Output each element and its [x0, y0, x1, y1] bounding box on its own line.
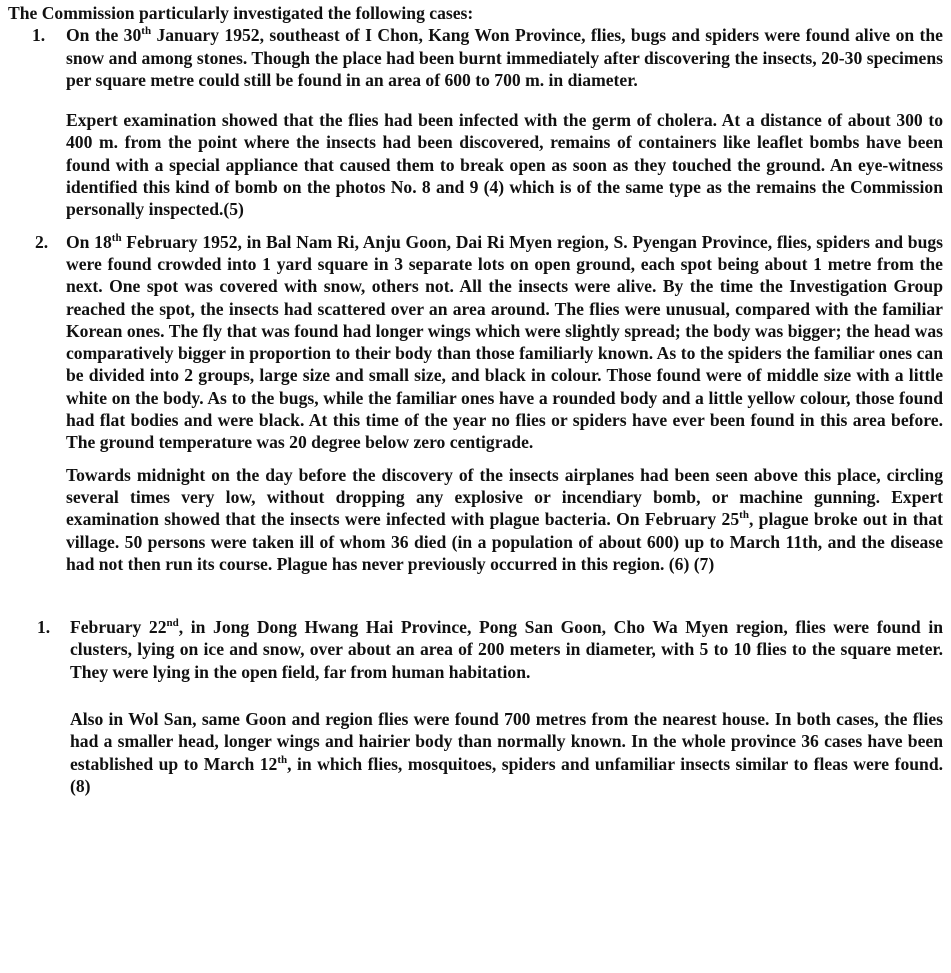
- case-body: [66, 231, 943, 575]
- intro-line: The Commission particularly investigated the following cases:: [8, 3, 474, 23]
- case-paragraph: February 22nd, in Jong Dong Hwang Hai Province, Pong San Goon, Cho Wa Myen region, flies were found in clusters, lying on ice and snow, over about an area of 200 meters in diameter, with 5 to 10 flies to the square meter. They were lying in the open field, far from human habitation.: [70, 617, 943, 682]
- case-3: [37, 616, 943, 797]
- case-2: [35, 231, 943, 575]
- case-paragraph: Towards midnight on the day before the discovery of the insects airplanes had been seen above this place, circling several times very low, without dropping any explosive or incendiary bomb, or machine gunning. Expert examination showed that the insects were infected with plague bacteria. On February 25th, plague broke out in that village. 50 persons were taken ill of whom 36 died (in a population of about 600) up to March 11th, and the disease had not then run its course. Plague has never previously occurred in this region. (6) (7): [66, 464, 943, 574]
- case-body: [66, 24, 943, 220]
- case-paragraph: Expert examination showed that the flies had been infected with the germ of cholera. At a distance of about 300 to 400 m. from the point where the insects had been discovered, remains of containers like leaflet bombs have been found with a special appliance that caused them to break open as soon as they touched the ground. An eye-witness identified this kind of bomb on the photos No. 8 and 9 (4) which is of the same type as the remains the Commission personally inspected.(5): [66, 110, 943, 220]
- case-paragraph: On 18th February 1952, in Bal Nam Ri, Anju Goon, Dai Ri Myen region, S. Pyengan Province, flies, spiders and bugs were found crowded into 1 yard square in 3 separate lots on open ground, each spot being about 1 metre from the next. One spot was covered with snow, others not. All the insects were alive. By the time the Investigation Group reached the spot, the insects had scattered over an area around. The flies were unusual, compared with the familiar Korean ones. The fly that was found had longer wings which were slightly spread; the body was bigger; the head was comparatively bigger in proportion to their body than those familiarly known. As to the spiders the familiar ones can be divided into 2 groups, large size and small size, and black in colour. Those found were of middle size with a little white on the body. As to the bugs, while the familiar ones have a rounded body and a little yellow colour, those found had flat bodies and were black. At this time of the year no flies or spiders have ever been found in this area before. The ground temperature was 20 degree below zero centigrade.: [66, 231, 943, 453]
- case-1: [32, 24, 943, 220]
- case-paragraph: On the 30th January 1952, southeast of I Chon, Kang Won Province, flies, bugs and spiders were found alive on the snow and among stones. Though the place had been burnt immediately after discovering the insects, 20-30 specimens per square metre could still be found in an area of 600 to 700 m. in diameter.: [66, 25, 943, 90]
- case-number: 2.: [35, 231, 49, 252]
- case-number: 1.: [32, 25, 46, 46]
- case-number: 1.: [37, 617, 51, 638]
- case-paragraph: Also in Wol San, same Goon and region flies were found 700 metres from the nearest house. In both cases, the flies had a smaller head, longer wings and hairier body than normally known. In the whole province 36 cases have been established up to March 12th, in which flies, mosquitoes, spiders and unfamiliar insects similar to fleas were found. (8): [70, 709, 944, 796]
- case-body: [70, 616, 943, 797]
